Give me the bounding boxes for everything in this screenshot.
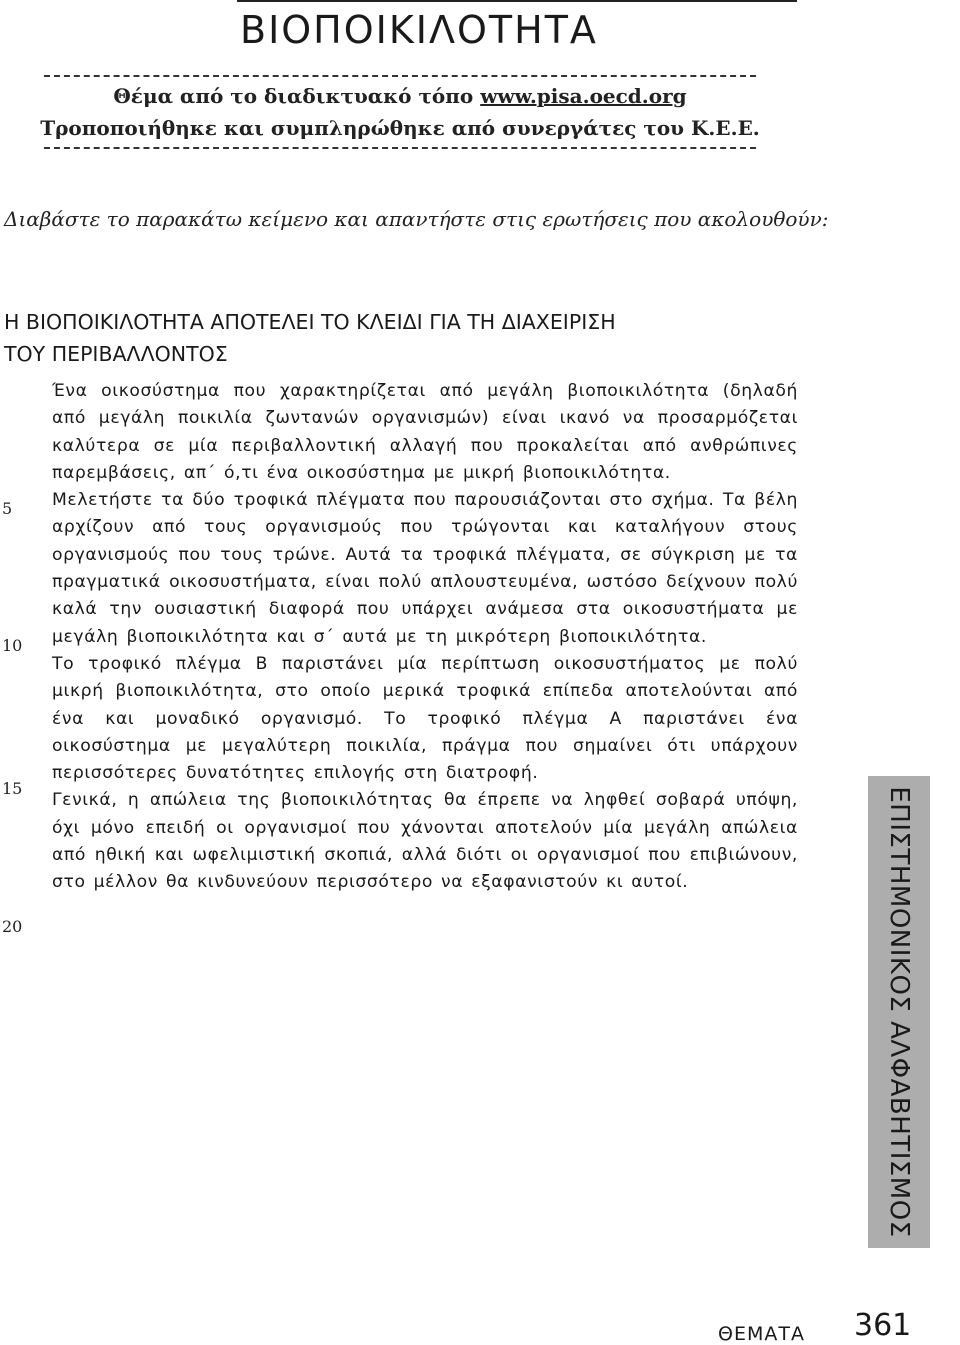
line-number: 20 — [2, 917, 23, 936]
line-number: 5 — [2, 499, 13, 518]
dashed-divider-bottom — [44, 147, 756, 149]
section-sidebar-label: ΕΠΙΣΤΗΜΟΝΙΚΟΣ ΑΛΦΑΒΗΤΙΣΜΟΣ — [884, 786, 914, 1238]
dashed-divider-top — [44, 75, 756, 77]
article-heading — [4, 306, 616, 370]
paragraph-4: Γενικά, η απώλεια της βιοποικιλότητας θα έπρεπε να ληφθεί σοβαρά υπόψη, όχι μόνο επειδή οι οργανισμοί που χάνονται αποτελούν μία μεγάλη απώλεια από ηθική και ωφελιμιστική σκοπιά, αλλά διότι οι οργανισμοί που επιβιώνουν, στο μέλλον θα κινδυνεύουν περισσότερο να εξαφανιστούν κι αυτοί. — [52, 790, 798, 893]
source-link[interactable]: www.pisa.oecd.org — [480, 84, 687, 108]
top-rule — [237, 0, 797, 2]
paragraph-2: Μελετήστε τα δύο τροφικά πλέγματα που παρουσιάζονται στο σχήμα. Τα βέλη αρχίζουν από τους οργανισμούς που τρώγονται και καταλήγουν στους οργανισμούς που τους τρώνε. Αυτά τα τροφικά πλέγματα, σε σύγκριση με τα πραγματικά οικοσυστήματα, είναι πολύ απλουστευμένα, ωστόσο δείχνουν πολύ καλά την ουσιαστική διαφορά που υπάρχει ανάμεσα στα οικοσυστήματα με μεγάλη βιοποικιλότητα και σ΄ αυτά με τη μικρότερη βιοποικιλότητα. — [52, 490, 798, 647]
article-heading-line2: ΤΟΥ ΠΕΡΙΒΑΛΛΟΝΤΟΣ — [4, 342, 228, 366]
source-prefix: Θέμα από το διαδικτυακό τόπο — [113, 84, 481, 108]
line-number: 10 — [2, 636, 23, 655]
section-sidebar — [868, 776, 930, 1248]
line-number: 15 — [2, 779, 23, 798]
article-body — [52, 378, 798, 897]
paragraph-3: Το τροφικό πλέγμα Β παριστάνει μία περίπτωση οικοσυστήματος με πολύ μικρή βιοποικιλότητα, στο οποίο μερικά τροφικά επίπεδα αποτελούνται από ένα και μοναδικό οργανισμό. Το τροφικό πλέγμα Α παριστάνει ένα οικοσύστημα με μεγαλύτερη ποικιλία, πράγμα που σημαίνει ότι υπάρχουν περισσότερες δυνατότητες επιλογής στη διατροφή. — [52, 653, 798, 784]
page-number: 361 — [854, 1308, 912, 1343]
modified-line: Τροποποιήθηκε και συμπληρώθηκε από συνεργάτες του Κ.Ε.Ε. — [40, 116, 760, 140]
footer-section-label: ΘΕΜΑΤΑ — [718, 1323, 805, 1345]
instructions: Διαβάστε το παρακάτω κείμενο και απαντήστε στις ερωτήσεις που ακολουθούν: — [4, 207, 829, 231]
page-title: ΒΙΟΠΟΙΚΙΛΟΤΗΤΑ — [240, 8, 598, 52]
source-line — [0, 84, 800, 108]
paragraph-1: Ένα οικοσύστημα που χαρακτηρίζεται από μεγάλη βιοποικιλότητα (δηλαδή από μεγάλη ποικιλία ζωντανών οργανισμών) είναι ικανό να προσαρμόζεται καλύτερα σε μία περιβαλλοντική αλλαγή που προκαλείται από ανθρώπινες παρεμβάσεις, απ΄ ό,τι ένα οικοσύστημα με μικρή βιοποικιλότητα. — [52, 381, 798, 483]
article-heading-line1: Η ΒΙΟΠΟΙΚΙΛΟΤΗΤΑ ΑΠΟΤΕΛΕΙ ΤΟ ΚΛΕΙΔΙ ΓΙΑ ΤΗ ΔΙΑΧΕΙΡΙΣΗ — [4, 310, 616, 334]
